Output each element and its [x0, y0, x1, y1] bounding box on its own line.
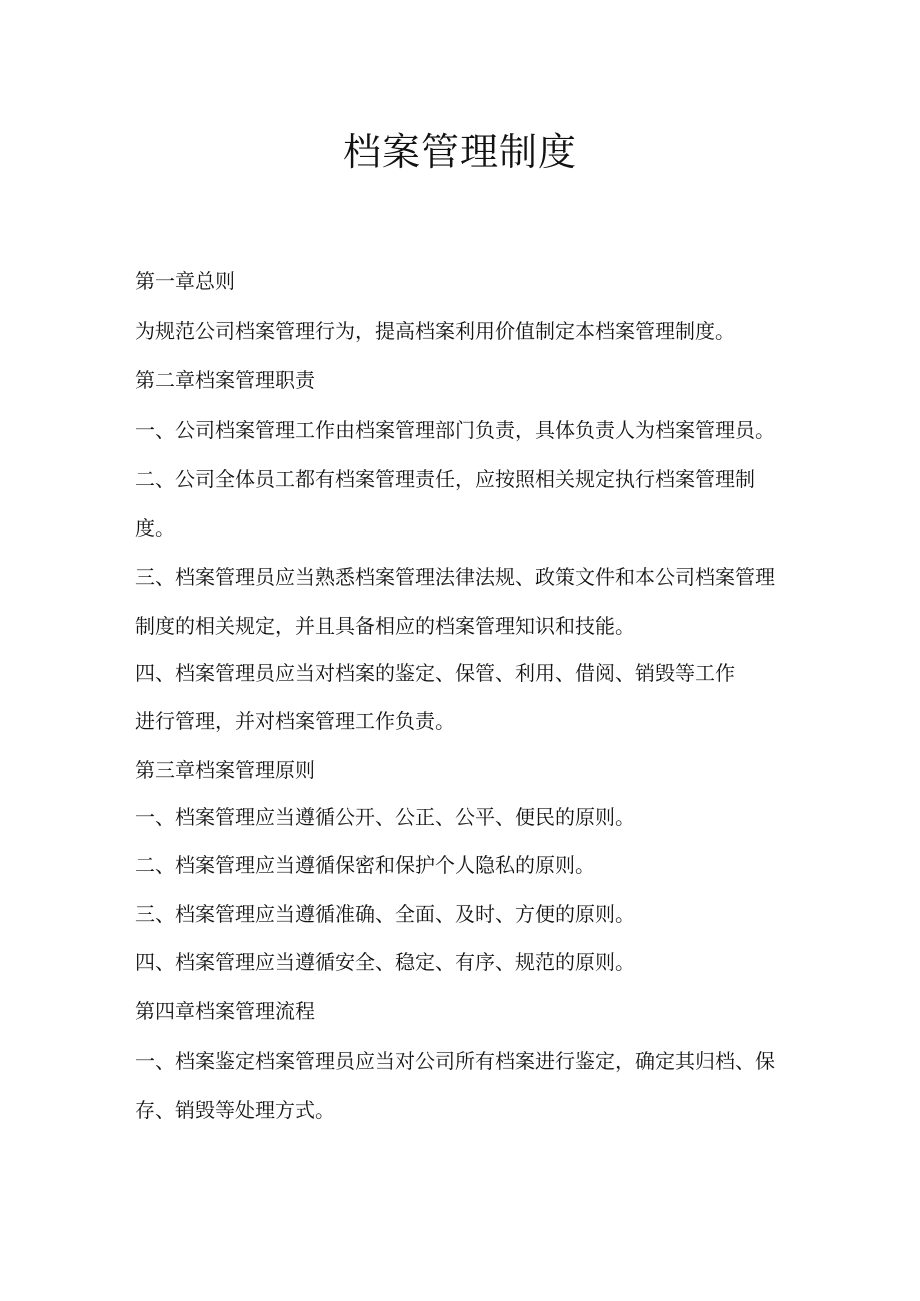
- chapter-4-item-1-cont: 存、销毁等处理方式。: [135, 1098, 335, 1122]
- chapter-2-item-2: 二、公司全体员工都有档案管理责任，应按照相关规定执行档案管理制: [135, 467, 755, 491]
- chapter-2-item-3-cont: 制度的相关规定，并且具备相应的档案管理知识和技能。: [135, 614, 635, 638]
- chapter-3-heading: 第三章档案管理原则: [135, 758, 315, 782]
- chapter-3-item-3: 三、档案管理应当遵循准确、全面、及时、方便的原则。: [135, 902, 635, 926]
- chapter-2-item-4: 四、档案管理员应当对档案的鉴定、保管、利用、借阅、销毁等工作: [135, 661, 735, 685]
- chapter-4-heading: 第四章档案管理流程: [135, 999, 315, 1023]
- chapter-2-item-2-cont: 度。: [135, 516, 175, 540]
- chapter-3-item-2: 二、档案管理应当遵循保密和保护个人隐私的原则。: [135, 853, 595, 877]
- chapter-1-heading: 第一章总则: [135, 269, 235, 293]
- chapter-3-item-4: 四、档案管理应当遵循安全、稳定、有序、规范的原则。: [135, 950, 635, 974]
- chapter-1-paragraph: 为规范公司档案管理行为，提高档案利用价值制定本档案管理制度。: [135, 319, 735, 343]
- chapter-2-item-3: 三、档案管理员应当熟悉档案管理法律法规、政策文件和本公司档案管理: [135, 565, 775, 589]
- chapter-2-item-1: 一、公司档案管理工作由档案管理部门负责，具体负责人为档案管理员。: [135, 418, 775, 442]
- chapter-2-heading: 第二章档案管理职责: [135, 368, 315, 392]
- chapter-4-item-1: 一、档案鉴定档案管理员应当对公司所有档案进行鉴定，确定其归档、保: [135, 1049, 775, 1073]
- chapter-3-item-1: 一、档案管理应当遵循公开、公正、公平、便民的原则。: [135, 805, 635, 829]
- document-title: 档案管理制度: [342, 130, 577, 174]
- chapter-2-item-4-cont: 进行管理，并对档案管理工作负责。: [135, 709, 455, 733]
